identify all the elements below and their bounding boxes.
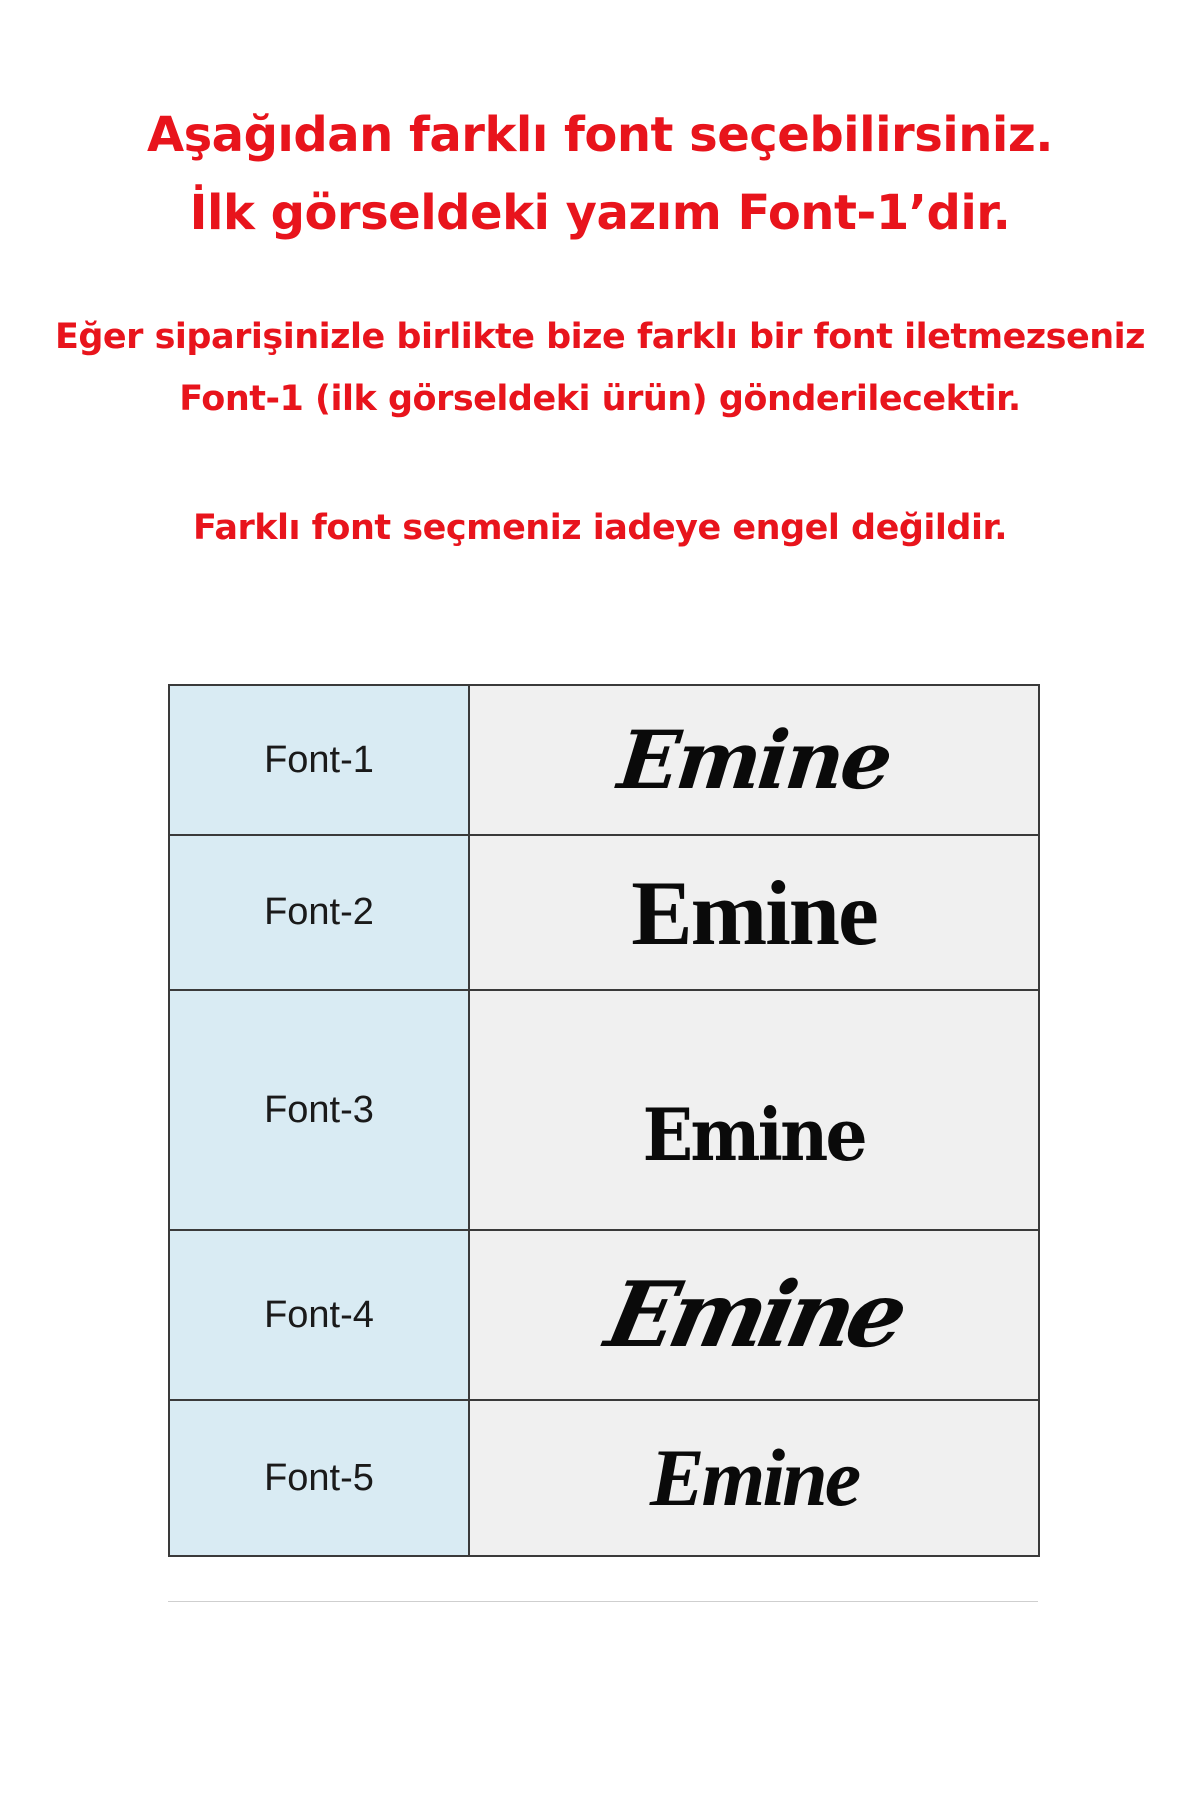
notice-line-2: Font-1 (ilk görseldeki ürün) gönderilecektir. (179, 379, 1021, 419)
page-title (0, 96, 1200, 252)
table-row (169, 835, 1039, 990)
font-sample-cell (469, 1230, 1039, 1400)
font-sample-text: Emine (649, 1432, 859, 1523)
font-label: Font-4 (169, 1230, 469, 1400)
font-sample-cell (469, 1400, 1039, 1556)
divider (168, 1601, 1038, 1602)
table-row (169, 1400, 1039, 1556)
font-sample-cell (469, 990, 1039, 1230)
font-label: Font-1 (169, 685, 469, 835)
default-font-notice (0, 306, 1200, 430)
title-line-1: Aşağıdan farklı font seçebilirsiniz. (146, 107, 1054, 163)
table-row (169, 1230, 1039, 1400)
notice-line-1: Eğer siparişinizle birlikte bize farklı bir font iletmezseniz (54, 317, 1146, 357)
return-policy-note: Farklı font seçmeniz iadeye engel değildir. (192, 508, 1008, 548)
font-label: Font-3 (169, 990, 469, 1230)
font-label: Font-2 (169, 835, 469, 990)
font-sample-text: Emine (597, 1262, 911, 1368)
font-sample-text: Emine (614, 713, 894, 807)
table-row (169, 990, 1039, 1230)
font-sample-text: Emine (642, 1091, 866, 1177)
font-sample-text: Emine (631, 861, 877, 964)
font-sample-cell (469, 685, 1039, 835)
title-line-2: İlk görseldeki yazım Font-1’dir. (189, 185, 1011, 241)
font-label: Font-5 (169, 1400, 469, 1556)
table-row (169, 685, 1039, 835)
font-options-table (168, 684, 1040, 1557)
font-sample-cell (469, 835, 1039, 990)
